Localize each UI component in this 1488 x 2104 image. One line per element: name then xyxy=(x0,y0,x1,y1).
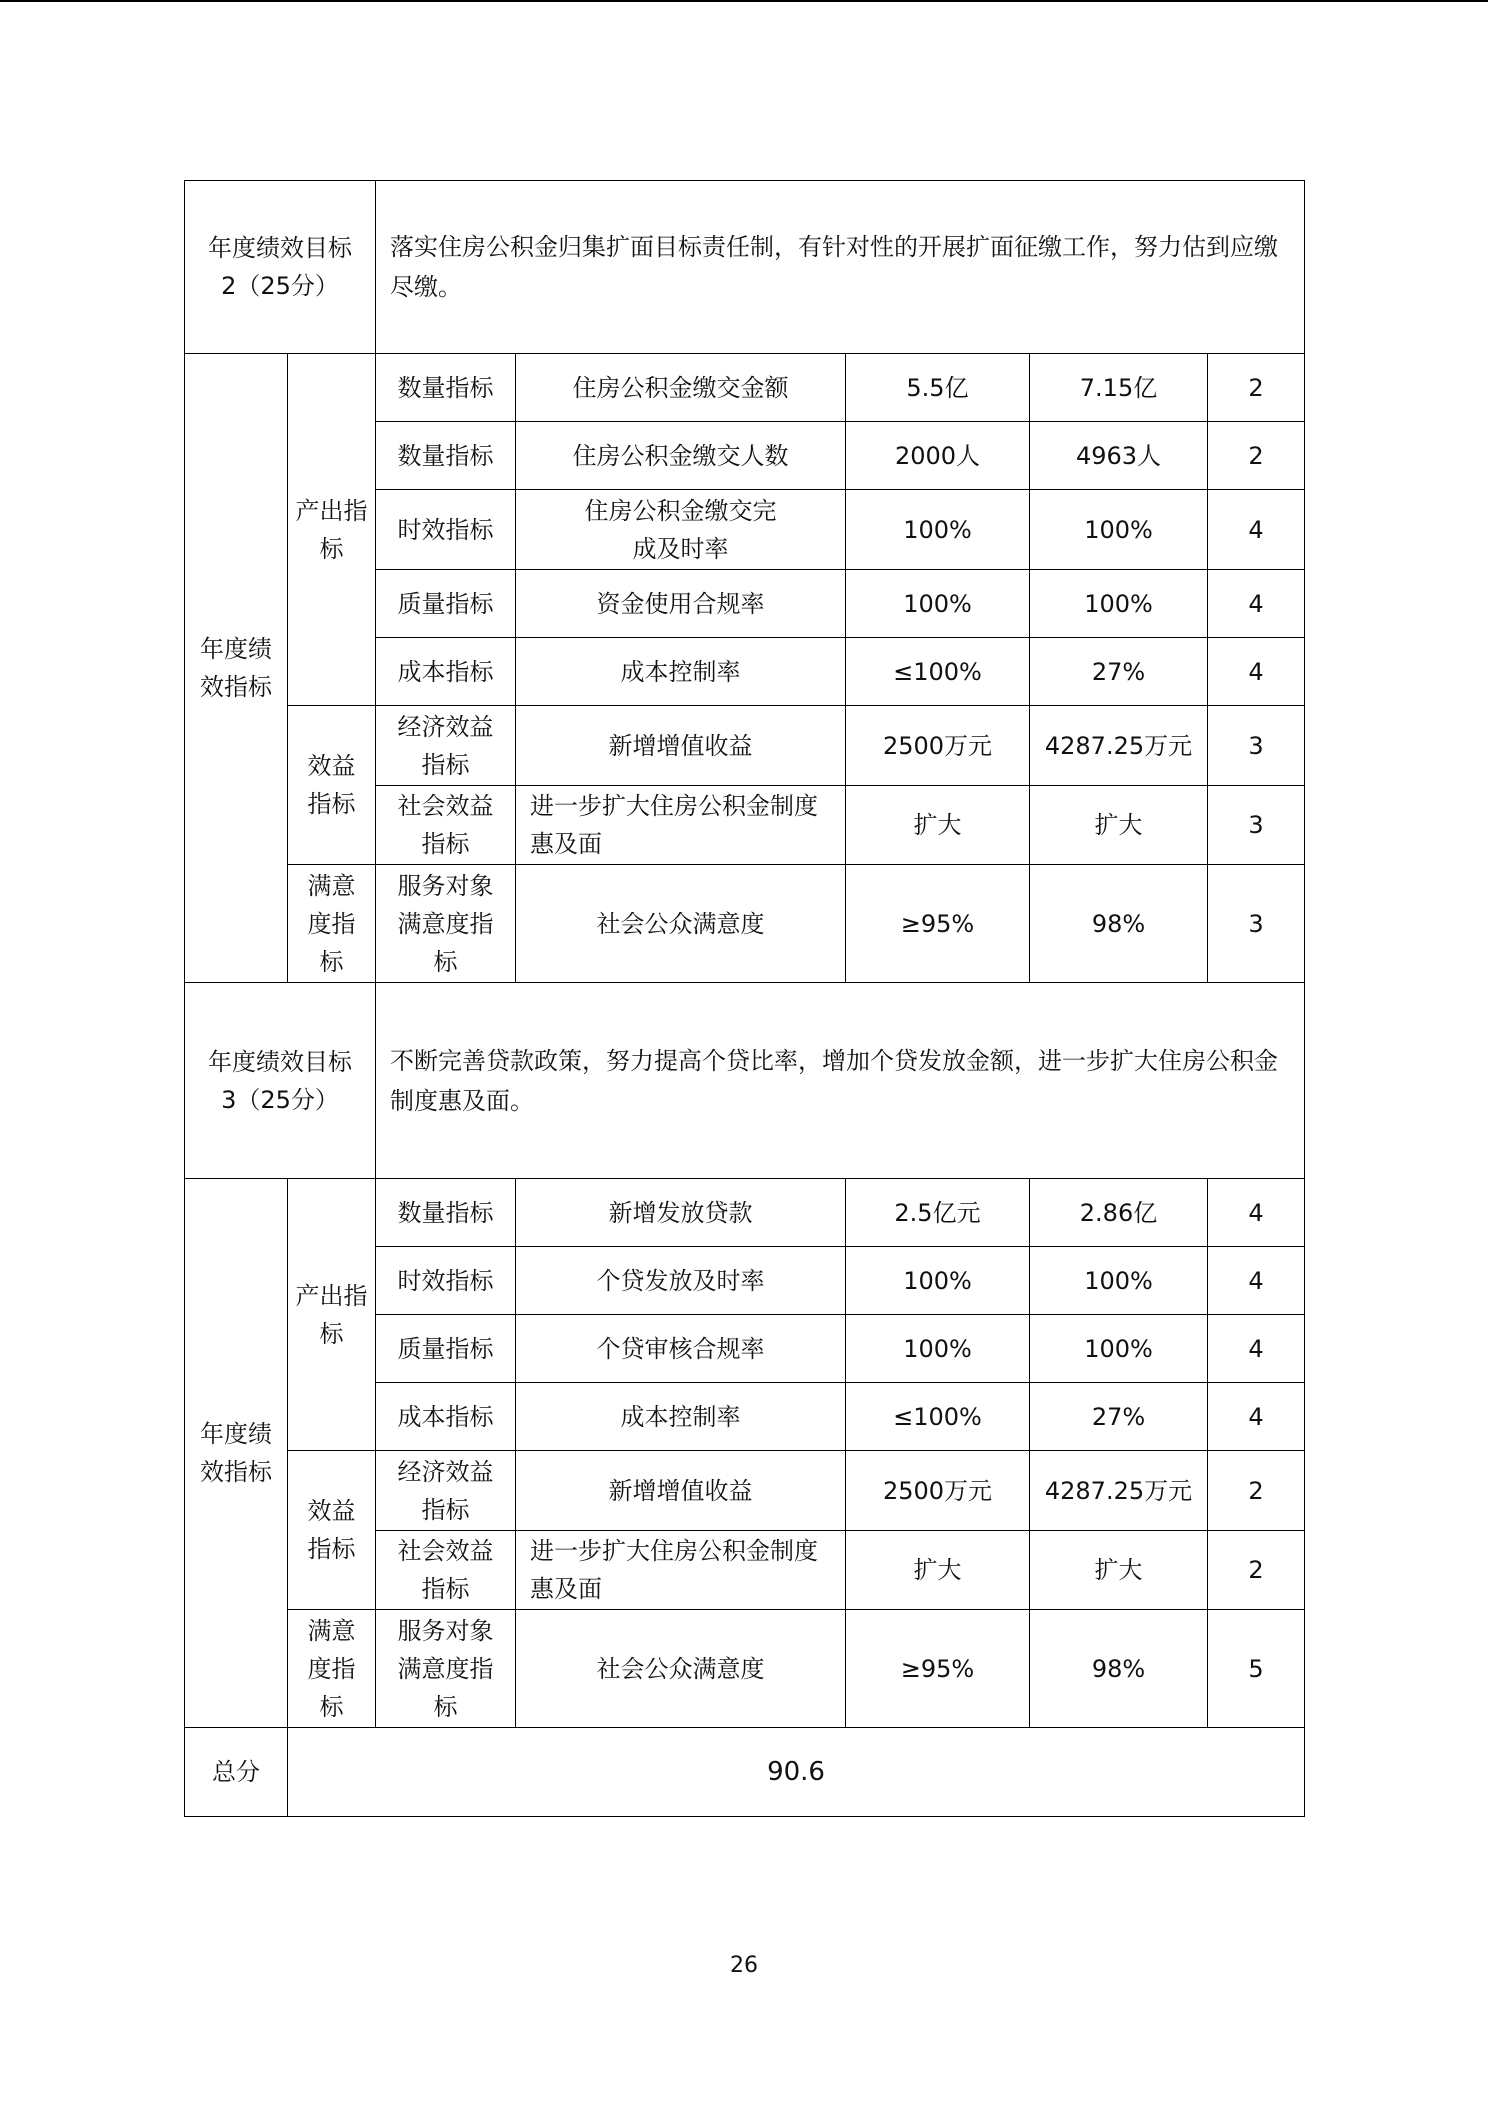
indicator-name: 社会公众满意度 xyxy=(516,1610,846,1728)
target-value: ≤100% xyxy=(846,1383,1030,1451)
indicator-type: 数量指标 xyxy=(376,354,516,422)
group-output-label: 产出指标 xyxy=(288,354,376,706)
target-value: 2500万元 xyxy=(846,1451,1030,1531)
indicator-name: 资金使用合规率 xyxy=(516,570,846,638)
indicator-name: 新增增值收益 xyxy=(516,706,846,786)
score-value: 4 xyxy=(1208,1383,1305,1451)
score-value: 2 xyxy=(1208,1451,1305,1531)
actual-value: 27% xyxy=(1030,638,1208,706)
indicator-label: 年度绩效指标 xyxy=(185,354,288,983)
indicator-type: 质量指标 xyxy=(376,1315,516,1383)
target-value: 扩大 xyxy=(846,1531,1030,1610)
indicator-type: 经济效益指标 xyxy=(376,706,516,786)
score-value: 3 xyxy=(1208,706,1305,786)
group-benefit-label: 效益指标 xyxy=(288,1451,376,1610)
indicator-type: 经济效益指标 xyxy=(376,1451,516,1531)
target-value: 100% xyxy=(846,570,1030,638)
score-value: 4 xyxy=(1208,1179,1305,1247)
indicator-name: 个贷审核合规率 xyxy=(516,1315,846,1383)
goal-row xyxy=(185,181,1305,354)
target-value: ≤100% xyxy=(846,638,1030,706)
actual-value: 98% xyxy=(1030,865,1208,983)
goal-label-line1: 年度绩效目标 xyxy=(208,1047,352,1076)
actual-value: 扩大 xyxy=(1030,786,1208,865)
indicator-name: 成本控制率 xyxy=(516,1383,846,1451)
table-row xyxy=(185,865,1305,983)
table-row xyxy=(185,1179,1305,1247)
indicator-name: 新增发放贷款 xyxy=(516,1179,846,1247)
indicator-type: 服务对象满意度指标 xyxy=(376,1610,516,1728)
target-value: 2000人 xyxy=(846,422,1030,490)
indicator-name: 新增增值收益 xyxy=(516,1451,846,1531)
score-value: 3 xyxy=(1208,786,1305,865)
actual-value: 100% xyxy=(1030,570,1208,638)
goal-label-cell xyxy=(185,181,376,354)
indicator-name: 进一步扩大住房公积金制度惠及面 xyxy=(516,786,846,865)
target-value: ≥95% xyxy=(846,1610,1030,1728)
goal-label-line2: 3（25分） xyxy=(221,1085,339,1114)
indicator-name: 住房公积金缴交人数 xyxy=(516,422,846,490)
target-value: 100% xyxy=(846,490,1030,570)
goal-text: 不断完善贷款政策，努力提高个贷比率，增加个贷发放金额，进一步扩大住房公积金制度惠及面。 xyxy=(376,983,1305,1179)
table-row xyxy=(185,1451,1305,1531)
target-value: 100% xyxy=(846,1247,1030,1315)
actual-value: 98% xyxy=(1030,1610,1208,1728)
actual-value: 27% xyxy=(1030,1383,1208,1451)
score-value: 4 xyxy=(1208,570,1305,638)
page-number: 26 xyxy=(730,1953,758,1978)
actual-value: 100% xyxy=(1030,490,1208,570)
table-row xyxy=(185,354,1305,422)
actual-value: 4963人 xyxy=(1030,422,1208,490)
actual-value: 4287.25万元 xyxy=(1030,1451,1208,1531)
goal-label-line1: 年度绩效目标 xyxy=(208,234,352,262)
actual-value: 扩大 xyxy=(1030,1531,1208,1610)
performance-table xyxy=(184,180,1305,1817)
goal-label-cell xyxy=(185,983,376,1179)
actual-value: 100% xyxy=(1030,1247,1208,1315)
indicator-type: 社会效益指标 xyxy=(376,1531,516,1610)
total-label: 总分 xyxy=(185,1728,288,1817)
group-output-label: 产出指标 xyxy=(288,1179,376,1451)
score-value: 4 xyxy=(1208,490,1305,570)
goal-label-line2: 2（25分） xyxy=(221,272,339,300)
indicator-type: 数量指标 xyxy=(376,1179,516,1247)
indicator-name: 社会公众满意度 xyxy=(516,865,846,983)
indicator-type: 社会效益指标 xyxy=(376,786,516,865)
score-value: 3 xyxy=(1208,865,1305,983)
target-value: 2.5亿元 xyxy=(846,1179,1030,1247)
top-border-line xyxy=(0,0,1488,2)
target-value: ≥95% xyxy=(846,865,1030,983)
actual-value: 7.15亿 xyxy=(1030,354,1208,422)
group-benefit-label: 效益指标 xyxy=(288,706,376,865)
goal-row xyxy=(185,983,1305,1179)
score-value: 4 xyxy=(1208,638,1305,706)
actual-value: 100% xyxy=(1030,1315,1208,1383)
indicator-type: 成本指标 xyxy=(376,638,516,706)
actual-value: 2.86亿 xyxy=(1030,1179,1208,1247)
score-value: 2 xyxy=(1208,422,1305,490)
indicator-name: 成本控制率 xyxy=(516,638,846,706)
target-value: 2500万元 xyxy=(846,706,1030,786)
indicator-name: 住房公积金缴交金额 xyxy=(516,354,846,422)
indicator-type: 时效指标 xyxy=(376,1247,516,1315)
target-value: 100% xyxy=(846,1315,1030,1383)
score-value: 4 xyxy=(1208,1315,1305,1383)
indicator-type: 时效指标 xyxy=(376,490,516,570)
score-value: 2 xyxy=(1208,1531,1305,1610)
indicator-type: 服务对象满意度指标 xyxy=(376,865,516,983)
score-value: 2 xyxy=(1208,354,1305,422)
table-row xyxy=(185,1610,1305,1728)
target-value: 扩大 xyxy=(846,786,1030,865)
total-row xyxy=(185,1728,1305,1817)
indicator-type: 质量指标 xyxy=(376,570,516,638)
indicator-type: 数量指标 xyxy=(376,422,516,490)
indicator-name: 个贷发放及时率 xyxy=(516,1247,846,1315)
indicator-name: 进一步扩大住房公积金制度惠及面 xyxy=(516,1531,846,1610)
total-score: 90.6 xyxy=(288,1728,1305,1817)
actual-value: 4287.25万元 xyxy=(1030,706,1208,786)
indicator-label: 年度绩效指标 xyxy=(185,1179,288,1728)
table-row xyxy=(185,706,1305,786)
indicator-name: 住房公积金缴交完成及时率 xyxy=(516,490,846,570)
group-satisfaction-label: 满意度指标 xyxy=(288,1610,376,1728)
goal-text: 落实住房公积金归集扩面目标责任制，有针对性的开展扩面征缴工作，努力估到应缴尽缴。 xyxy=(376,181,1305,354)
group-satisfaction-label: 满意度指标 xyxy=(288,865,376,983)
score-value: 4 xyxy=(1208,1247,1305,1315)
target-value: 5.5亿 xyxy=(846,354,1030,422)
score-value: 5 xyxy=(1208,1610,1305,1728)
indicator-type: 成本指标 xyxy=(376,1383,516,1451)
